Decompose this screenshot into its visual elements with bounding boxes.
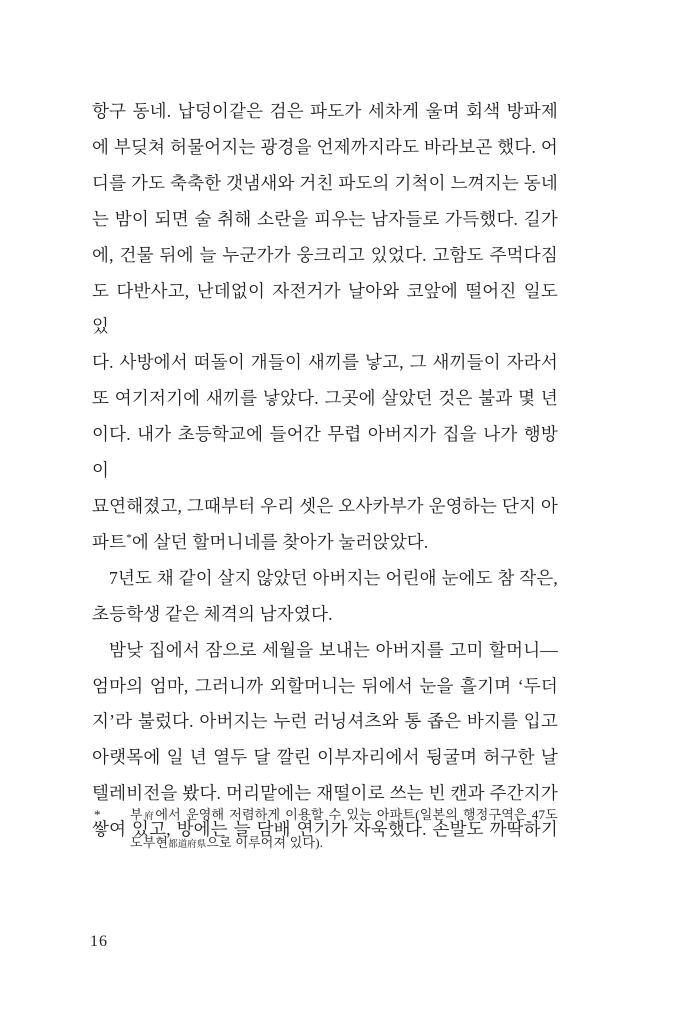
footnote-segment: 부 bbox=[130, 807, 143, 822]
page-number: 16 bbox=[90, 933, 108, 950]
text-line: 지’라 불렀다. 아버지는 누런 러닝셔츠와 통 좁은 바지를 입고 bbox=[92, 711, 558, 732]
text-line: 7년도 채 같이 살지 않았던 아버지는 어린애 눈에도 참 작은, bbox=[109, 567, 558, 588]
footnote-marker-asterisk: * bbox=[94, 807, 101, 822]
text-segment: 파트 bbox=[92, 531, 127, 552]
text-line: 밤낮 집에서 잠으로 세월을 보내는 아버지를 고미 할머니― bbox=[109, 639, 558, 660]
footnote-line bbox=[130, 830, 558, 858]
hanja-annotation: 府 bbox=[142, 812, 156, 822]
text-line: 다. 사방에서 떠돌이 개들이 새끼를 낳고, 그 새끼들이 자라서 bbox=[92, 352, 558, 373]
text-line: 항구 동네. 납덩이같은 검은 파도가 세차게 울며 회색 방파제 bbox=[92, 101, 558, 121]
text-line: 또 여기저기에 새끼를 낳았다. 그곳에 살았던 것은 불과 몇 년 bbox=[92, 388, 558, 409]
footnote-reference-asterisk: * bbox=[126, 532, 132, 545]
footnote-text bbox=[130, 802, 558, 858]
footnote-line bbox=[130, 802, 558, 830]
text-line: 디를 가도 축축한 갯냄새와 거친 파도의 기척이 느껴지는 동네 bbox=[92, 172, 558, 193]
text-line: 쌓여 있고, 방에는 늘 담배 연기가 자욱했다. 손발도 까딱하기 bbox=[92, 819, 558, 840]
footnote-segment: 에서 운영해 저렴하게 이용할 수 있는 아파트(일본의 행정구역은 47도 bbox=[155, 807, 558, 822]
text-line: 이다. 내가 초등학교에 들어간 무렵 아버지가 집을 나가 행방이 bbox=[92, 424, 558, 481]
text-line: 묘연해졌고, 그때부터 우리 셋은 오사카부가 운영하는 단지 아 bbox=[92, 495, 558, 516]
text-line: 초등학생 같은 체격의 남자였다. bbox=[92, 603, 333, 624]
hanja-annotation: 都道府県 bbox=[168, 840, 207, 850]
body-text-block bbox=[92, 94, 558, 848]
text-line: 엄마의 엄마, 그러니까 외할머니는 뒤에서 눈을 흘기며 ‘두더 bbox=[92, 675, 558, 696]
footnote-segment: 으로 이루어져 있다). bbox=[206, 835, 324, 850]
text-line: 에 부딪쳐 허물어지는 광경을 언제까지라도 바라보곤 했다. 어 bbox=[92, 136, 558, 157]
text-line: 에, 건물 뒤에 늘 누군가가 웅크리고 있었다. 고함도 주먹다짐 bbox=[92, 244, 558, 265]
text-line: 아랫목에 일 년 열두 달 깔린 이부자리에서 뒹굴며 허구한 날 bbox=[92, 747, 558, 768]
footnote-block bbox=[92, 802, 558, 858]
text-line: 도 다반사고, 난데없이 자전거가 날아와 코앞에 떨어진 일도 있 bbox=[92, 280, 558, 337]
text-line: 는 밤이 되면 술 취해 소란을 피우는 남자들로 가득했다. 길가 bbox=[92, 208, 558, 229]
text-line-with-footnote-ref bbox=[92, 525, 558, 561]
text-segment: 에 살던 할머니네를 찾아가 눌러앉았다. bbox=[131, 531, 429, 552]
text-line: 텔레비전을 봤다. 머리맡에는 재떨이로 쓰는 빈 캔과 주간지가 bbox=[92, 783, 558, 804]
footnote-segment: 도부현 bbox=[130, 835, 169, 850]
